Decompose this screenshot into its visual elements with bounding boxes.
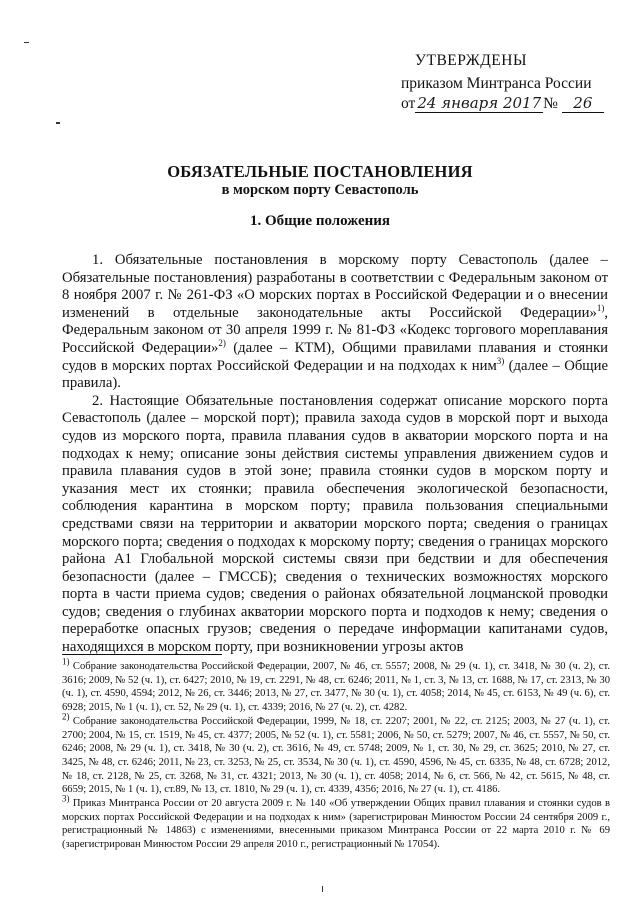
approval-date-line — [401, 94, 604, 113]
scan-speck — [322, 886, 323, 892]
document-title: ОБЯЗАТЕЛЬНЫЕ ПОСТАНОВЛЕНИЯ — [167, 162, 473, 181]
document-subtitle: в морском порту Севастополь — [221, 182, 419, 198]
handwritten-order-number: 26 — [562, 94, 604, 113]
approval-order-line: приказом Минтранса России — [401, 75, 592, 92]
date-prefix: от — [401, 95, 416, 112]
body-text — [62, 252, 608, 657]
handwritten-date: 24 января 2017 — [417, 94, 542, 112]
paragraph-1: 1. Обязательные постановления в морскому порту Севастополь (далее – Обязательные постановления) разработаны в соответствии с Федеральным законом от 8 ноября 2007 г. № 261-ФЗ «О морских портах в Российской Федерации и о внесении изменений в отдельные законодательные акты Российской Федерации»$^{1)}$, Федеральным законом от 30 апреля 1999 г. № 81-ФЗ «Кодекс торгового мореплавания Российской Федерации»$^{2)}$ (далее – КТМ), Общими правилами плавания и стоянки судов в морских портах Российской Федерации и на подходах к ним$^{3)}$ (далее – Общие правила). — [62, 252, 608, 392]
footnote-ref-2[interactable]: 2) — [218, 338, 226, 349]
number-sign: № — [543, 95, 558, 112]
footnote-3: $^{3)}$ Приказ Минтранса России от 20 августа 2009 г. № 140 «Об утверждении Общих правил плавания и стоянки судов в морских портах Российской Федерации и на подходах к ним» (зарегистрирован Минюстом России 24 сентября 2009 г., регистрационный № 14863) с изменениями, внесенными приказом Минтранса России от 22 марта 2010 г. № 69 (зарегистрирован Минюстом России 29 апреля 2010 г., регистрационный № 17054). — [62, 793, 610, 851]
footnote-1: $^{1)}$ Собрание законодательства Российской Федерации, 2007, № 46, ст. 5557; 2008, № 29 (ч. 1), ст. 3418, № 30 (ч. 2), ст. 3616; 2009, № 52 (ч. 1), ст. 6427; 2010, № 19, ст. 2291, № 48, ст. 6246; 2011, № 1, ст. 3, № 13, ст. 1688, № 17, ст. 2313, № 30 (ч. 1), ст. 4590, 4594; 2012, № 26, ст. 3446; 2013, № 27, ст. 3477, № 30 (ч. 1), ст. 4058; 2014, № 45, ст. 6153, № 49 (ч. 6), ст. 6928; 2015, № 1 (ч. 1), ст. 52, № 29 (ч. 1), ст. 4339; 2016, № 27 (ч. 2), ст. 4282. — [62, 656, 610, 714]
approval-heading: УТВЕРЖДЕНЫ — [415, 52, 527, 69]
paragraph-2: 2. Настоящие Обязательные постановления содержат описание морского порта Севастополь (далее – морской порт); правила захода судов в морской порт и выхода судов из морского порта, правила плавания судов в акватории морского порта и на подходах к нему; описание зоны действия системы управления движением судов и правила плавания судов в этой зоне; правила стоянки судов в морском порту и указания мест их стоянки; правила обеспечения экологической безопасности, соблюдения карантина в морском порту; правила пользования специальными средствами связи на территории и акватории морского порта; сведения о границах морского порта; сведения о подходах к морскому порту; сведения о границах морского района А1 Глобальной морской системы связи при бедствии и для обеспечения безопасности (далее – ГМССБ); сведения о технических возможностях морского порта в части приема судов; сведения о районах обязательной лоцманской проводки судов; сведения о глубинах акватории морского порта и подходов к нему; сведения о переработке опасных грузов; сведения о передаче информации капитанами судов, находящихся в морском порту, при возникновении угрозы актов — [62, 392, 608, 656]
footnote-ref-3[interactable]: 3) — [496, 355, 505, 366]
scan-speck — [56, 122, 60, 124]
footnote-ref-1[interactable]: 1) — [596, 302, 605, 313]
footnote-2: $^{2)}$ Собрание законодательства Российской Федерации, 1999, № 18, ст. 2207; 2001, № 22, ст. 2125; 2003, № 27 (ч. 1), ст. 2700; 2004, № 15, ст. 1519, № 45, ст. 4377; 2005, № 52 (ч. 1), ст. 5581; 2006, № 50, ст. 5279; 2007, № 46, ст. 5557, № 50, ст. 6246; 2008, № 29 (ч. 1), ст. 3418, № 30 (ч. 2), ст. 3616, № 49, ст. 5748; 2009, № 1, ст. 30, № 29, ст. 3625; 2010, № 27, ст. 3425, № 48, ст. 6246; 2011, № 23, ст. 3253, № 25, ст. 3534, № 30 (ч. 1), ст. 4590, 4596, № 45, ст. 6335, № 48, ст. 6728; 2012, № 18, ст. 2128, № 25, ст. 3268, № 31, ст. 4321; 2013, № 30 (ч. 1), ст. 4058; 2014, № 6, ст. 566, № 42, ст. 5615, № 48, ст. 6659; 2015, № 1 (ч. 1), ст.89, № 13, ст. 1810, № 29 (ч. 1), ст. 4339, 4356; 2016, № 27 (ч. 1), ст. 4186. — [62, 711, 610, 796]
footnote-separator — [62, 654, 222, 655]
scan-speck — [24, 42, 29, 43]
section-heading: 1. Общие положения — [249, 213, 391, 229]
footnotes — [62, 656, 610, 852]
